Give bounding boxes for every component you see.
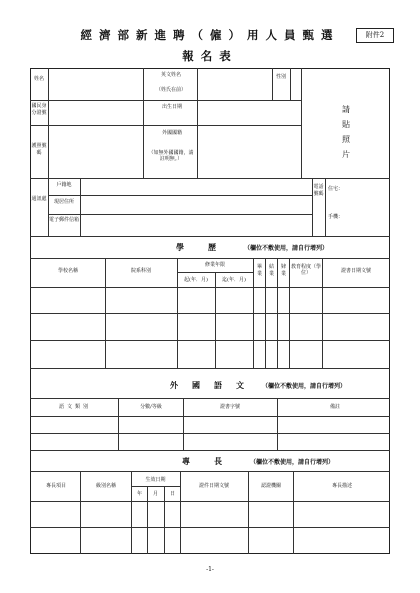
col-line (301, 68, 302, 178)
label-graduated: 畢業 (256, 264, 262, 277)
row-line (30, 100, 301, 101)
label-birth-date: 出生日期 (161, 104, 182, 110)
label-contact: 通訊處 (31, 196, 47, 202)
col-line (215, 272, 216, 368)
row-line (30, 236, 390, 237)
col-line (293, 471, 294, 554)
form-title: 經濟部新進聘（僱）用人員甄選 (80, 28, 340, 42)
row-line (48, 195, 312, 196)
skills-title: 專長 (182, 456, 246, 466)
col-line (265, 258, 266, 368)
row-line (30, 340, 390, 341)
label-cert-date: 證書日期文號 (340, 268, 371, 274)
label-skill-item: 專長項目 (45, 483, 66, 489)
col-line (277, 258, 278, 368)
row-line (131, 486, 180, 487)
label-dept: 院系科別 (130, 268, 151, 274)
language-heading (170, 380, 346, 391)
education-note: （欄位不敷使用，請自行增列） (244, 245, 329, 252)
label-id-no: 國民身分證號 (31, 103, 47, 116)
col-line (197, 68, 198, 178)
form-subtitle: 報名表 (182, 49, 238, 63)
label-skill-year: 年 (136, 491, 142, 497)
col-line (164, 486, 165, 554)
col-line (289, 258, 290, 368)
row-line (30, 125, 301, 126)
skills-note: （欄位不敷使用，請自行增列） (250, 459, 335, 466)
label-mobile-phone: 手機： (328, 214, 344, 220)
col-line (253, 258, 254, 368)
label-skill-day: 日 (169, 491, 175, 497)
row-line (30, 416, 390, 417)
col-line (248, 471, 249, 554)
label-skill-month: 月 (152, 491, 158, 497)
page-number: -1- (206, 566, 214, 573)
label-period: 修業年限 (204, 262, 225, 268)
label-degree: 教育程度（學位） (291, 264, 322, 276)
label-lang-type: 語文類別 (58, 404, 91, 410)
row-line (30, 368, 390, 369)
row-line (48, 214, 312, 215)
label-household: 戶籍地 (56, 182, 72, 188)
col-line (118, 398, 119, 450)
annex-badge: 附件2 (356, 28, 394, 43)
row-line (30, 398, 390, 399)
label-email: 電子郵件信箱 (49, 217, 80, 223)
label-nationality: 外國國籍 (161, 130, 182, 136)
label-phone: 電話號碼 (313, 184, 324, 197)
row-line (30, 433, 390, 434)
col-line (180, 471, 181, 554)
row-line (30, 313, 390, 314)
label-photo: 請貼照片 (342, 105, 350, 159)
label-passport: 護照號碼 (31, 143, 47, 156)
label-incomplete: 結業 (268, 264, 274, 277)
col-line (143, 68, 144, 178)
label-school: 學校名稱 (57, 268, 78, 274)
label-period-start: 起(年．月) (184, 277, 208, 283)
col-line (272, 68, 273, 100)
row-line (30, 450, 390, 451)
label-name: 姓名 (33, 76, 44, 82)
row-line (272, 100, 301, 101)
col-line (131, 471, 132, 554)
col-line (48, 68, 49, 178)
col-line (277, 398, 278, 450)
language-title: 外國語文 (170, 380, 258, 390)
label-residence: 現居住所 (53, 199, 74, 205)
education-heading (176, 242, 328, 253)
label-lang-cert: 證書字號 (219, 404, 240, 410)
row-line (30, 287, 390, 288)
row-line (30, 258, 390, 259)
label-eng-name-note: （姓氏在前） (155, 87, 186, 93)
label-lang-remark: 備註 (329, 404, 340, 410)
col-line (290, 68, 291, 100)
label-skill-desc: 專長描述 (331, 483, 352, 489)
education-title: 學歷 (176, 242, 240, 252)
col-line (105, 258, 106, 368)
label-eng-name: 英文姓名 (160, 72, 181, 78)
col-line (183, 398, 184, 450)
col-line (80, 178, 81, 236)
label-lang-level: 分數/等級 (140, 404, 162, 410)
col-line (322, 258, 323, 368)
row-line (30, 501, 390, 502)
label-skill-tier: 級別名稱 (95, 483, 116, 489)
row-line (30, 471, 390, 472)
label-skill-eff-date: 生效日期 (145, 477, 166, 483)
label-gender: 性別 (275, 74, 286, 80)
label-skill-cert: 證件日期文號 (198, 483, 229, 489)
row-line (30, 178, 390, 179)
row-line (30, 527, 390, 528)
label-home-phone: 住宅： (328, 186, 344, 192)
label-period-end: 迄(年．月) (222, 277, 246, 283)
label-skill-issuer: 認證機關 (260, 483, 281, 489)
col-line (177, 258, 178, 368)
col-line (80, 471, 81, 554)
skills-heading (182, 456, 334, 467)
label-attended: 肄業 (280, 264, 286, 277)
label-nationality-note: （如無外國國籍，請註明無。） (148, 150, 194, 162)
col-line (325, 178, 326, 236)
col-line (147, 486, 148, 554)
form-frame (30, 68, 390, 554)
language-note: （欄位不敷使用，請自行增列） (262, 383, 347, 390)
